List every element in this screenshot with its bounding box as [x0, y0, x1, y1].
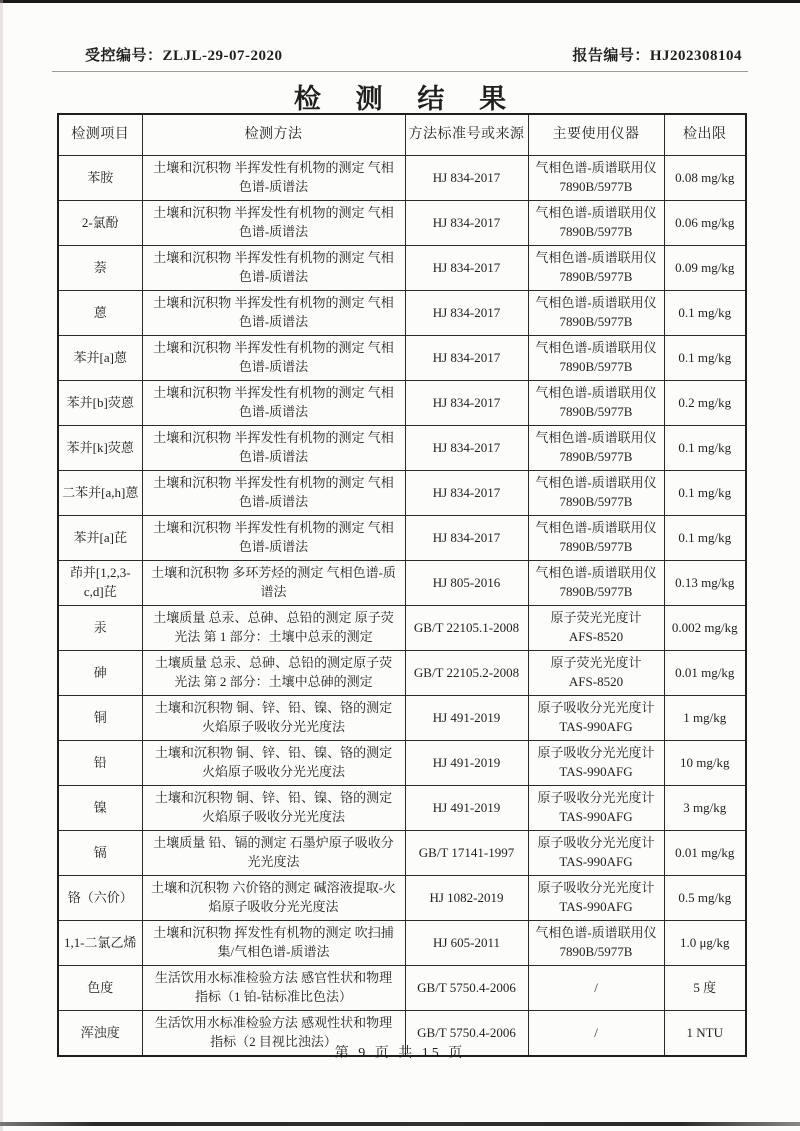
cell-limit: 0.5 mg/kg: [664, 876, 746, 921]
table-row: [58, 876, 746, 921]
cell-item: 砷: [58, 651, 142, 696]
cell-instrument: 气相色谱-质谱联用仪 7890B/5977B: [528, 426, 664, 471]
table-row: [58, 831, 746, 876]
cell-method: 土壤和沉积物 挥发性有机物的测定 吹扫捕集/气相色谱-质谱法: [142, 921, 405, 966]
cell-limit: 0.06 mg/kg: [664, 201, 746, 246]
cell-method: 土壤和沉积物 半挥发性有机物的测定 气相色谱-质谱法: [142, 291, 405, 336]
column-header-item: 检测项目: [58, 114, 142, 156]
table-row: [58, 291, 746, 336]
cell-instrument: 气相色谱-质谱联用仪 7890B/5977B: [528, 471, 664, 516]
cell-limit: 0.1 mg/kg: [664, 471, 746, 516]
table-row: [58, 516, 746, 561]
cell-instrument: 原子吸收分光光度计 TAS-990AFG: [528, 831, 664, 876]
cell-method: 生活饮用水标准检验方法 感观性状和物理指标（2 目视比浊法）: [142, 1011, 405, 1057]
cell-method: 土壤和沉积物 铜、锌、铅、镍、铬的测定 火焰原子吸收分光光度法: [142, 741, 405, 786]
cell-item: 浑浊度: [58, 1011, 142, 1057]
cell-instrument: /: [528, 966, 664, 1011]
report-number-label: 报告编号：: [572, 48, 650, 64]
table-row: [58, 201, 746, 246]
cell-standard: HJ 834-2017: [405, 381, 528, 426]
cell-method: 土壤和沉积物 半挥发性有机物的测定 气相色谱-质谱法: [142, 471, 405, 516]
column-header-limit: 检出限: [664, 114, 746, 156]
cell-item: 镍: [58, 786, 142, 831]
table-row: [58, 741, 746, 786]
table-row: [58, 561, 746, 606]
cell-item: 苯胺: [58, 156, 142, 201]
cell-method: 土壤质量 铅、镉的测定 石墨炉原子吸收分光光度法: [142, 831, 405, 876]
cell-instrument: 原子荧光光度计 AFS-8520: [528, 606, 664, 651]
cell-method: 土壤和沉积物 半挥发性有机物的测定 气相色谱-质谱法: [142, 156, 405, 201]
cell-standard: GB/T 17141-1997: [405, 831, 528, 876]
cell-item: 苯并[a]蒽: [58, 336, 142, 381]
cell-standard: HJ 491-2019: [405, 786, 528, 831]
cell-instrument: 原子吸收分光光度计 TAS-990AFG: [528, 876, 664, 921]
cell-instrument: 原子荧光光度计 AFS-8520: [528, 651, 664, 696]
cell-instrument: 气相色谱-质谱联用仪 7890B/5977B: [528, 381, 664, 426]
cell-limit: 0.1 mg/kg: [664, 426, 746, 471]
cell-method: 土壤和沉积物 六价铬的测定 碱溶液提取-火焰原子吸收分光光度法: [142, 876, 405, 921]
cell-standard: HJ 834-2017: [405, 336, 528, 381]
cell-standard: HJ 605-2011: [405, 921, 528, 966]
cell-limit: 1.0 μg/kg: [664, 921, 746, 966]
results-table: [57, 113, 747, 1057]
cell-limit: 0.2 mg/kg: [664, 381, 746, 426]
cell-standard: HJ 834-2017: [405, 201, 528, 246]
cell-method: 土壤和沉积物 铜、锌、铅、镍、铬的测定 火焰原子吸收分光光度法: [142, 696, 405, 741]
cell-item: 铅: [58, 741, 142, 786]
cell-standard: HJ 491-2019: [405, 741, 528, 786]
cell-item: 汞: [58, 606, 142, 651]
scan-artifact-top: [0, 0, 800, 3]
cell-instrument: 气相色谱-质谱联用仪 7890B/5977B: [528, 561, 664, 606]
cell-method: 土壤和沉积物 半挥发性有机物的测定 气相色谱-质谱法: [142, 381, 405, 426]
cell-standard: HJ 1082-2019: [405, 876, 528, 921]
cell-item: 苯并[a]芘: [58, 516, 142, 561]
report-number-value: HJ202308104: [649, 48, 742, 64]
controlled-number: [85, 44, 283, 65]
column-header-standard: 方法标准号或来源: [405, 114, 528, 156]
page-title: 检 测 结 果: [293, 84, 521, 114]
cell-standard: HJ 834-2017: [405, 426, 528, 471]
column-header-method: 检测方法: [142, 114, 405, 156]
cell-limit: 0.01 mg/kg: [664, 651, 746, 696]
cell-instrument: 气相色谱-质谱联用仪 7890B/5977B: [528, 921, 664, 966]
cell-limit: 0.1 mg/kg: [664, 336, 746, 381]
cell-method: 生活饮用水标准检验方法 感官性状和物理指标（1 铂-钴标准比色法）: [142, 966, 405, 1011]
cell-item: 萘: [58, 246, 142, 291]
cell-limit: 0.08 mg/kg: [664, 156, 746, 201]
table-row: [58, 921, 746, 966]
cell-standard: HJ 834-2017: [405, 156, 528, 201]
controlled-number-label: 受控编号：: [85, 48, 163, 64]
cell-limit: 1 mg/kg: [664, 696, 746, 741]
cell-limit: 1 NTU: [664, 1011, 746, 1057]
cell-item: 色度: [58, 966, 142, 1011]
cell-limit: 0.09 mg/kg: [664, 246, 746, 291]
table-row: [58, 696, 746, 741]
cell-item: 苯并[k]荧蒽: [58, 426, 142, 471]
table-row: [58, 336, 746, 381]
table-row: [58, 156, 746, 201]
cell-instrument: 原子吸收分光光度计 TAS-990AFG: [528, 786, 664, 831]
cell-limit: 0.13 mg/kg: [664, 561, 746, 606]
cell-standard: HJ 834-2017: [405, 471, 528, 516]
report-number: [572, 44, 742, 65]
cell-standard: HJ 834-2017: [405, 246, 528, 291]
scan-artifact-bottom: [0, 1122, 800, 1126]
cell-method: 土壤和沉积物 半挥发性有机物的测定 气相色谱-质谱法: [142, 246, 405, 291]
cell-item: 铬（六价）: [58, 876, 142, 921]
cell-standard: HJ 805-2016: [405, 561, 528, 606]
cell-instrument: 气相色谱-质谱联用仪 7890B/5977B: [528, 246, 664, 291]
cell-standard: HJ 834-2017: [405, 516, 528, 561]
cell-method: 土壤和沉积物 半挥发性有机物的测定 气相色谱-质谱法: [142, 201, 405, 246]
table-row: [58, 786, 746, 831]
cell-limit: 0.01 mg/kg: [664, 831, 746, 876]
cell-item: 2-氯酚: [58, 201, 142, 246]
cell-standard: GB/T 5750.4-2006: [405, 1011, 528, 1057]
table-header-row: [58, 114, 746, 156]
cell-method: 土壤和沉积物 多环芳烃的测定 气相色谱-质谱法: [142, 561, 405, 606]
cell-instrument: 气相色谱-质谱联用仪 7890B/5977B: [528, 201, 664, 246]
table-row: [58, 246, 746, 291]
table-row: [58, 426, 746, 471]
cell-limit: 0.002 mg/kg: [664, 606, 746, 651]
cell-limit: 10 mg/kg: [664, 741, 746, 786]
cell-method: 土壤质量 总汞、总砷、总铅的测定 原子荧光法 第 1 部分：土壤中总汞的测定: [142, 606, 405, 651]
header-rule: [52, 71, 748, 72]
cell-limit: 0.1 mg/kg: [664, 516, 746, 561]
cell-method: 土壤和沉积物 半挥发性有机物的测定 气相色谱-质谱法: [142, 336, 405, 381]
table-row: [58, 381, 746, 426]
cell-instrument: 气相色谱-质谱联用仪 7890B/5977B: [528, 336, 664, 381]
controlled-number-value: ZLJL-29-07-2020: [162, 48, 283, 64]
cell-item: 苯并[b]荧蒽: [58, 381, 142, 426]
cell-limit: 5 度: [664, 966, 746, 1011]
column-header-instrument: 主要使用仪器: [528, 114, 664, 156]
table-row: [58, 651, 746, 696]
footer-page-number: 第 9 页 共 15 页: [334, 1046, 466, 1061]
table-row: [58, 471, 746, 516]
cell-standard: GB/T 5750.4-2006: [405, 966, 528, 1011]
cell-method: 土壤和沉积物 铜、锌、铅、镍、铬的测定 火焰原子吸收分光光度法: [142, 786, 405, 831]
cell-method: 土壤质量 总汞、总砷、总铅的测定原子荧光法 第 2 部分：土壤中总砷的测定: [142, 651, 405, 696]
cell-instrument: /: [528, 1011, 664, 1057]
cell-standard: HJ 834-2017: [405, 291, 528, 336]
table-row: [58, 606, 746, 651]
cell-instrument: 气相色谱-质谱联用仪 7890B/5977B: [528, 291, 664, 336]
cell-instrument: 气相色谱-质谱联用仪 7890B/5977B: [528, 156, 664, 201]
cell-method: 土壤和沉积物 半挥发性有机物的测定 气相色谱-质谱法: [142, 516, 405, 561]
cell-limit: 0.1 mg/kg: [664, 291, 746, 336]
cell-instrument: 气相色谱-质谱联用仪 7890B/5977B: [528, 516, 664, 561]
cell-item: 蒽: [58, 291, 142, 336]
cell-instrument: 原子吸收分光光度计 TAS-990AFG: [528, 741, 664, 786]
cell-standard: GB/T 22105.2-2008: [405, 651, 528, 696]
cell-item: 铜: [58, 696, 142, 741]
cell-item: 茚并[1,2,3-c,d]芘: [58, 561, 142, 606]
cell-item: 二苯并[a,h]蒽: [58, 471, 142, 516]
document-header: [85, 44, 742, 65]
scan-artifact-left: [0, 0, 3, 1131]
cell-standard: GB/T 22105.1-2008: [405, 606, 528, 651]
cell-limit: 3 mg/kg: [664, 786, 746, 831]
cell-item: 镉: [58, 831, 142, 876]
cell-method: 土壤和沉积物 半挥发性有机物的测定 气相色谱-质谱法: [142, 426, 405, 471]
table-row: [58, 966, 746, 1011]
cell-standard: HJ 491-2019: [405, 696, 528, 741]
cell-instrument: 原子吸收分光光度计 TAS-990AFG: [528, 696, 664, 741]
cell-item: 1,1-二氯乙烯: [58, 921, 142, 966]
